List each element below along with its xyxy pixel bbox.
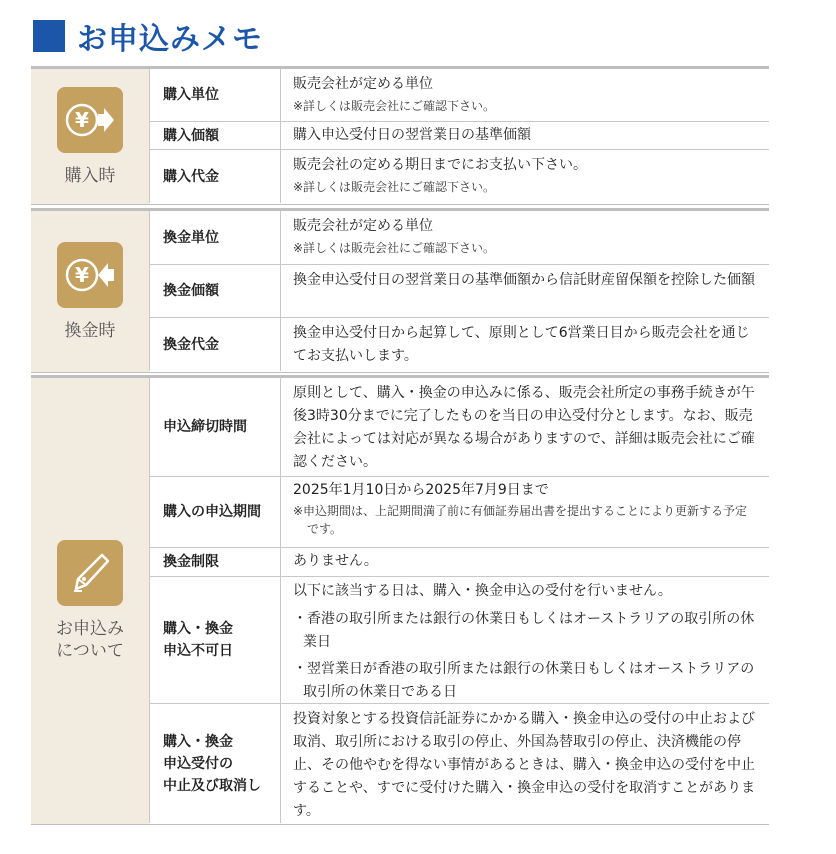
category-redemption [31,211,149,372]
row-value [281,150,769,203]
category-label: 購入時 [64,165,116,186]
value-text: 換金申込受付日から起算して、原則として6営業日目から販売会社を通じてお支払いします。 [293,325,750,364]
row-redemption-price [149,265,769,318]
value-text: ありません。 [293,553,378,569]
row-redemption-payment [149,318,769,371]
row-unavailable-days [149,577,769,704]
row-label: 購入・換金 申込受付の 中止及び取消し [149,704,281,823]
row-label: 換金制限 [149,548,281,576]
row-application-period [149,477,769,548]
row-value [281,548,769,576]
row-redemption-limit [149,548,769,577]
value-note: ※詳しくは販売会社にご確認下さい。 [293,180,496,194]
row-label: 購入・換金 申込不可日 [149,577,281,703]
row-value [281,704,769,823]
value-text: 原則として、購入・換金の申込みに係る、販売会社所定の事務手続きが午後3時30分までに完了したものを当日の申込受付分とします。なお、販売会社によっては対応が異なる場合がありますので、詳細は販売会社にご確認ください。 [293,385,755,470]
page-title [33,16,263,56]
row-cutoff-time [149,378,769,477]
row-label: 購入価額 [149,122,281,149]
pen-nib-icon [57,540,123,606]
value-note: ※詳しくは販売会社にご確認下さい。 [293,241,496,255]
row-label: 換金価額 [149,265,281,317]
row-value [281,211,769,264]
row-purchase-unit [149,69,769,122]
row-label: 購入単位 [149,69,281,121]
section-purchase [31,66,769,205]
row-label: 購入代金 [149,150,281,203]
value-text: 2025年1月10日から2025年7月9日まで [293,482,549,498]
row-value [281,69,769,121]
row-value [281,122,769,149]
category-label: お申込み について [56,619,124,661]
section-application [31,375,769,825]
row-value [281,378,769,476]
page-title-text: お申込みメモ [77,22,263,57]
row-value [281,318,769,371]
row-value [281,577,769,703]
title-marker [33,20,65,52]
value-note: ※詳しくは販売会社にご確認下さい。 [293,99,496,113]
row-label: 購入の申込期間 [149,477,281,547]
value-text: 販売会社が定める単位 [293,218,433,234]
category-label: 換金時 [64,320,116,341]
row-purchase-price [149,122,769,150]
row-label: 換金単位 [149,211,281,264]
category-application [31,378,149,824]
svg-text:¥: ¥ [75,262,89,287]
row-purchase-payment [149,150,769,203]
value-bullet: ・翌営業日が香港の取引所または銀行の休業日もしくはオーストラリアの取引所の休業日である日 [293,661,755,700]
row-suspension [149,704,769,823]
value-text: 購入申込受付日の翌営業日の基準価額 [293,127,531,143]
value-text: 投資対象とする投資信託証券にかかる購入・換金申込の受付の中止および取消、取引所における取引の停止、外国為替取引の停止、決済機能の停止、その他やむを得ない事情があるときは、購入・換金申込の受付を中止することや、すでに受付けた購入・換金申込の受付を取消すことがあります。 [293,711,756,819]
category-purchase [31,69,149,204]
row-label: 換金代金 [149,318,281,371]
value-text: 換金申込受付日の翌営業日の基準価額から信託財産留保額を控除した価額 [293,272,755,288]
yen-arrow-right-icon [57,87,123,153]
row-value [281,477,769,547]
value-text: 販売会社の定める期日までにお支払い下さい。 [293,157,587,173]
row-label: 申込締切時間 [149,378,281,476]
value-text: 販売会社が定める単位 [293,76,433,92]
value-bullet: ・香港の取引所または銀行の休業日もしくはオーストラリアの取引所の休業日 [293,611,755,650]
svg-text:¥: ¥ [75,107,89,132]
row-redemption-unit [149,211,769,265]
yen-arrow-left-icon [57,242,123,308]
value-note: ※申込期間は、上記期間満了前に有価証券届出書を提出することにより更新する予定です。 [293,504,748,536]
row-value [281,265,769,317]
section-redemption [31,208,769,373]
value-text: 以下に該当する日は、購入・換金申込の受付を行いません。 [293,583,672,599]
